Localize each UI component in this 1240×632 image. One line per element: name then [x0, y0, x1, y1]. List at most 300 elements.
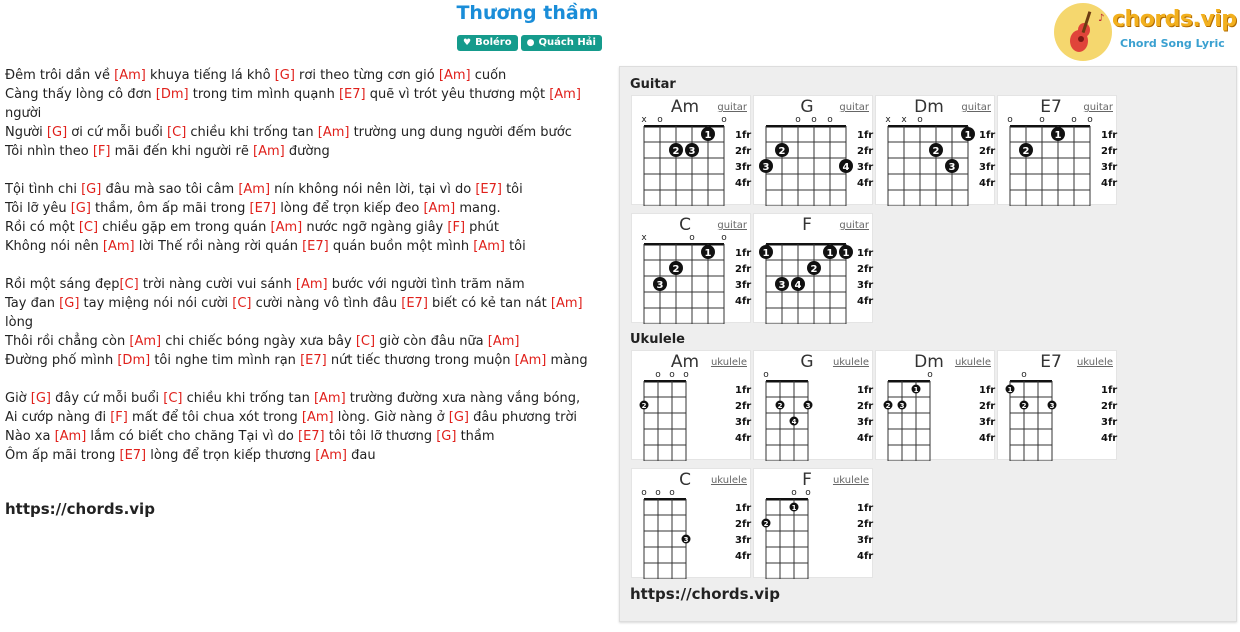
lyric-line	[5, 85, 615, 104]
lyric-text: Giờ	[5, 391, 31, 406]
lyric-text: đâu phương trời	[468, 410, 578, 425]
chord-tag[interactable]: [Am]	[438, 68, 471, 83]
ukulele-chord-card-E7[interactable]	[997, 350, 1117, 460]
chord-name: E7	[1040, 352, 1062, 372]
chord-tag[interactable]: [C]	[355, 334, 376, 349]
lyric-text: Rồi có một	[5, 220, 79, 235]
ukulele-chord-card-C[interactable]	[631, 468, 751, 578]
fret-label: 2fr	[735, 519, 752, 530]
user-icon: ●	[526, 38, 535, 48]
fret-label: 2fr	[1101, 146, 1118, 157]
finger-number: 1	[1054, 130, 1062, 141]
finger-number: 2	[778, 146, 786, 157]
finger-number: 3	[948, 162, 956, 173]
finger-number: 2	[777, 402, 783, 410]
lyric-text: trong tim mình quạnh	[188, 87, 339, 102]
finger-number: 2	[1022, 146, 1030, 157]
lyric-text: Rồi một sáng đẹp	[5, 277, 120, 292]
instrument-link[interactable]: guitar	[717, 220, 747, 231]
finger-number: 2	[763, 520, 769, 528]
finger-number: 2	[932, 146, 940, 157]
fret-label: 1fr	[857, 503, 874, 514]
guitar-chord-card-Dm[interactable]	[875, 95, 995, 205]
song-tags	[457, 35, 602, 51]
genre-label: Boléro	[475, 37, 512, 48]
instrument-link[interactable]: guitar	[839, 102, 869, 113]
chord-tag[interactable]: [C]	[78, 220, 99, 235]
fret-label: 2fr	[979, 146, 996, 157]
muted-string-marker: x	[885, 115, 891, 125]
chord-tag[interactable]: [G]	[30, 391, 51, 406]
lyric-text: Thôi rồi chẳng còn	[5, 334, 130, 349]
finger-number: 1	[704, 130, 712, 141]
fret-label: 1fr	[857, 248, 874, 259]
lyrics-source-url: https://chords.vip	[5, 500, 155, 518]
lyric-text: phút	[465, 220, 499, 235]
guitar-chord-card-Am[interactable]	[631, 95, 751, 205]
lyric-text: quẽ vì trót yêu thương một	[365, 87, 550, 102]
lyric-text: bước với người tình trăm năm	[327, 277, 525, 292]
guitar-logo-icon	[1054, 3, 1112, 61]
fret-label: 3fr	[857, 535, 874, 546]
chord-tag[interactable]: [G]	[448, 410, 469, 425]
finger-number: 2	[810, 264, 818, 275]
fret-label: 4fr	[1101, 178, 1118, 189]
chord-tag[interactable]: [Am]	[114, 68, 146, 83]
chord-tag[interactable]: [E7]	[300, 353, 327, 368]
finger-number: 3	[805, 402, 811, 410]
lyric-text: mất để tôi chua xót trong	[127, 410, 302, 425]
lyric-text: Đường phố mình	[5, 353, 118, 368]
fret-label: 2fr	[857, 401, 874, 412]
open-string-marker: o	[657, 115, 663, 125]
chord-name: G	[800, 352, 814, 372]
lyrics-body	[5, 66, 615, 465]
chord-tag[interactable]: [G]	[46, 125, 68, 140]
chord-tag[interactable]: [F]	[110, 410, 128, 425]
lyric-text: tôi	[504, 239, 526, 254]
open-string-marker: o	[1007, 115, 1013, 125]
open-string-marker: o	[795, 115, 801, 125]
fretboard-diagram	[876, 96, 996, 206]
chord-name: Dm	[914, 352, 944, 372]
heart-icon: ♥	[463, 38, 472, 48]
lyric-line	[5, 123, 615, 142]
finger-number: 1	[704, 248, 712, 259]
fret-label: 3fr	[1101, 162, 1118, 173]
fret-label: 2fr	[735, 401, 752, 412]
lyric-line	[5, 275, 615, 294]
open-string-marker: o	[811, 115, 817, 125]
lyric-blank-line	[5, 161, 615, 180]
finger-number: 3	[762, 162, 770, 173]
fret-label: 3fr	[979, 162, 996, 173]
finger-number: 1	[762, 248, 770, 259]
lyric-text: màng	[546, 353, 588, 368]
fret-label: 1fr	[979, 385, 996, 396]
instrument-link[interactable]: ukulele	[832, 475, 869, 486]
fret-label: 3fr	[857, 162, 874, 173]
fret-label: 3fr	[979, 417, 996, 428]
lyric-text: nước ngỡ ngàng giây	[302, 220, 448, 235]
lyric-line	[5, 427, 615, 446]
instrument-link[interactable]: guitar	[1083, 102, 1113, 113]
fret-label: 4fr	[979, 433, 996, 444]
instrument-link[interactable]: ukulele	[710, 475, 747, 486]
open-string-marker: o	[1021, 370, 1027, 380]
fretboard-diagram	[998, 96, 1118, 206]
fret-label: 1fr	[1101, 385, 1118, 396]
open-string-marker: o	[689, 233, 695, 243]
chord-tag[interactable]: [Am]	[315, 448, 347, 463]
genre-tag[interactable]	[457, 35, 518, 51]
finger-number: 1	[1007, 386, 1013, 394]
fretboard-diagram	[876, 351, 996, 461]
chord-name: F	[802, 470, 812, 490]
lyric-line	[5, 237, 615, 256]
fretboard-diagram	[632, 96, 752, 206]
lyric-text: đây cứ mỗi buổi	[51, 391, 164, 406]
chord-tag[interactable]: [Am]	[253, 144, 285, 159]
lyric-text: người	[5, 106, 42, 121]
open-string-marker: o	[683, 370, 689, 380]
lyric-text: nín không nói nên lời, tại vì do	[270, 182, 476, 197]
lyric-line	[5, 332, 615, 351]
lyric-text: giờ còn đâu nữa	[375, 334, 488, 349]
lyric-text: chiều gặp em trong quán	[98, 220, 271, 235]
finger-number: 3	[899, 402, 905, 410]
finger-number: 1	[964, 130, 972, 141]
chord-tag[interactable]: [E7]	[401, 296, 428, 311]
guitar-chord-card-C[interactable]	[631, 213, 751, 323]
finger-number: 3	[656, 280, 664, 291]
fretboard-diagram	[998, 351, 1118, 461]
muted-string-marker: x	[901, 115, 907, 125]
instrument-link[interactable]: guitar	[717, 102, 747, 113]
artist-tag[interactable]	[521, 35, 602, 51]
chord-diagram-panel	[619, 66, 1237, 622]
finger-number: 3	[688, 146, 696, 157]
fret-label: 4fr	[1101, 433, 1118, 444]
chord-name: Dm	[914, 97, 944, 117]
open-string-marker: o	[721, 233, 727, 243]
lyric-text: trường ung dung người đếm bước	[349, 125, 572, 140]
lyric-line	[5, 351, 615, 370]
lyric-text: quán buồn một mình	[328, 239, 474, 254]
chord-name: C	[679, 470, 691, 490]
open-string-marker: o	[805, 488, 811, 498]
chord-tag[interactable]: [G]	[436, 429, 457, 444]
lyric-line	[5, 313, 615, 332]
instrument-link[interactable]: ukulele	[832, 357, 869, 368]
lyric-text: lòng để trọn kiếp đeo	[276, 201, 424, 216]
fret-label: 1fr	[1101, 130, 1118, 141]
open-string-marker: o	[763, 370, 769, 380]
fret-label: 4fr	[735, 178, 752, 189]
chord-tag[interactable]: [Dm]	[117, 353, 151, 368]
lyric-line	[5, 142, 615, 161]
fret-label: 3fr	[857, 417, 874, 428]
lyric-text: tôi tôi lỡ thương	[324, 429, 437, 444]
chord-tag[interactable]: [Am]	[317, 125, 350, 140]
lyric-text: đau	[347, 448, 376, 463]
chord-tag[interactable]: [Am]	[487, 334, 520, 349]
fret-label: 3fr	[735, 162, 752, 173]
lyric-line	[5, 104, 615, 123]
chord-tag[interactable]: [C]	[119, 277, 139, 292]
logo-subtitle: Chord Song Lyric	[1120, 37, 1225, 50]
lyric-text: tay miệng nói nói cười	[79, 296, 233, 311]
lyric-text: thầm	[456, 429, 495, 444]
open-string-marker: o	[669, 370, 675, 380]
lyric-text: trời nàng cười vui sánh	[138, 277, 296, 292]
fretboard-diagram	[754, 469, 874, 579]
fret-label: 4fr	[857, 178, 874, 189]
fret-label: 1fr	[857, 385, 874, 396]
chord-tag[interactable]: [Am]	[473, 239, 505, 254]
lyric-text: cuốn	[470, 68, 507, 83]
chord-name: G	[800, 97, 814, 117]
lyric-text: ơi cứ mỗi buổi	[67, 125, 168, 140]
fret-label: 4fr	[735, 551, 752, 562]
open-string-marker: o	[721, 115, 727, 125]
chord-tag[interactable]: [E7]	[338, 87, 366, 102]
open-string-marker: o	[655, 488, 661, 498]
muted-string-marker: x	[641, 115, 647, 125]
lyric-line	[5, 294, 615, 313]
fret-label: 2fr	[979, 401, 996, 412]
lyric-text: Tay đan	[5, 296, 60, 311]
lyric-text: mang.	[455, 201, 501, 216]
fret-label: 4fr	[857, 296, 874, 307]
chord-tag[interactable]: [G]	[81, 182, 102, 197]
fretboard-diagram	[754, 214, 874, 324]
fret-label: 2fr	[735, 264, 752, 275]
chord-name: C	[679, 215, 691, 235]
fretboard-diagram	[754, 96, 874, 206]
lyric-text: Tôi lỡ yêu	[5, 201, 71, 216]
fret-label: 4fr	[857, 551, 874, 562]
artist-label: Quách Hải	[538, 37, 596, 48]
lyric-text: rơi theo từng cơn gió	[294, 68, 439, 83]
fret-label: 1fr	[735, 503, 752, 514]
chord-name: E7	[1040, 97, 1062, 117]
lyric-text: chi chiếc bóng ngày xưa bây	[161, 334, 356, 349]
lyric-blank-line	[5, 370, 615, 389]
lyric-text: Tội tình chi	[5, 182, 82, 197]
fret-label: 2fr	[857, 519, 874, 530]
chord-tag[interactable]: [Am]	[423, 201, 456, 216]
lyric-text: chiều khi trống tan	[182, 391, 314, 406]
lyric-text: tôi	[501, 182, 523, 197]
guitar-heading: Guitar	[630, 77, 676, 92]
lyric-text: lòng	[5, 315, 34, 330]
chord-tag[interactable]: [Am]	[295, 277, 328, 292]
site-logo[interactable]	[1054, 3, 1237, 63]
open-string-marker: o	[1071, 115, 1077, 125]
open-string-marker: o	[1039, 115, 1045, 125]
chord-tag[interactable]: [Am]	[549, 87, 581, 102]
finger-number: 1	[826, 248, 834, 259]
logo-text: chords.vip	[1112, 7, 1237, 32]
svg-text:♪: ♪	[1098, 13, 1105, 24]
lyric-text: Ai cướp nàng đi	[5, 410, 111, 425]
fret-label: 2fr	[857, 264, 874, 275]
lyric-text: khuya tiếng lá khô	[145, 68, 275, 83]
fretboard-diagram	[632, 469, 752, 579]
finger-number: 2	[641, 402, 647, 410]
chord-tag[interactable]: [C]	[232, 296, 252, 311]
guitar-chord-card-F[interactable]	[753, 213, 873, 323]
open-string-marker: o	[827, 115, 833, 125]
fret-label: 1fr	[735, 248, 752, 259]
chord-tag[interactable]: [Am]	[550, 296, 583, 311]
fret-label: 3fr	[857, 280, 874, 291]
finger-number: 3	[683, 536, 689, 544]
lyric-text: đường	[284, 144, 330, 159]
lyric-text: Ôm ấp mãi trong	[5, 448, 120, 463]
chord-tag[interactable]: [C]	[167, 125, 187, 140]
lyric-text: lắm có biết cho chăng Tại vì do	[86, 429, 298, 444]
lyric-text: trường đường xưa nàng vắng bóng,	[345, 391, 581, 406]
fret-label: 4fr	[857, 433, 874, 444]
finger-number: 2	[885, 402, 891, 410]
chord-tag[interactable]: [E7]	[298, 429, 325, 444]
chord-tag[interactable]: [G]	[59, 296, 80, 311]
lyric-text: thầm, ôm ấp mãi trong	[90, 201, 250, 216]
finger-number: 2	[1021, 402, 1027, 410]
chord-tag[interactable]: [C]	[163, 391, 183, 406]
chord-tag[interactable]: [Am]	[102, 239, 135, 254]
fret-label: 2fr	[857, 146, 874, 157]
fret-label: 4fr	[979, 178, 996, 189]
finger-number: 1	[791, 504, 797, 512]
lyric-text: mãi đến khi người rẽ	[110, 144, 253, 159]
ukulele-chord-card-G[interactable]	[753, 350, 873, 460]
lyric-text: biết có kẻ tan nát	[427, 296, 551, 311]
guitar-chord-card-G[interactable]	[753, 95, 873, 205]
finger-number: 4	[791, 418, 797, 426]
chord-tag[interactable]: [E7]	[249, 201, 277, 216]
open-string-marker: o	[917, 115, 923, 125]
finger-number: 3	[1049, 402, 1055, 410]
panel-source-url: https://chords.vip	[630, 585, 780, 603]
lyric-text: Không nói nên	[5, 239, 103, 254]
finger-number: 1	[842, 248, 850, 259]
guitar-chord-card-E7[interactable]	[997, 95, 1117, 205]
chord-tag[interactable]: [Am]	[54, 429, 87, 444]
lyric-text: Càng thấy lòng cô đơn	[5, 87, 156, 102]
fret-label: 4fr	[735, 433, 752, 444]
chord-name: F	[802, 215, 812, 235]
chord-tag[interactable]: [E7]	[475, 182, 502, 197]
chord-tag[interactable]: [Dm]	[155, 87, 189, 102]
lyric-line	[5, 199, 615, 218]
lyric-line	[5, 180, 615, 199]
song-title: Thương thầm	[456, 2, 599, 24]
finger-number: 3	[778, 280, 786, 291]
instrument-link[interactable]: ukulele	[1076, 357, 1113, 368]
lyric-text: chiều khi trống tan	[186, 125, 318, 140]
fret-label: 3fr	[1101, 417, 1118, 428]
fret-label: 1fr	[857, 130, 874, 141]
finger-number: 4	[794, 280, 802, 291]
lyric-text: Nào xa	[5, 429, 55, 444]
chord-tag[interactable]: [G]	[70, 201, 91, 216]
chord-name: Am	[670, 97, 700, 117]
muted-string-marker: x	[641, 233, 647, 243]
lyric-text: cười nàng vô tình đâu	[251, 296, 402, 311]
fretboard-diagram	[632, 214, 752, 324]
chord-tag[interactable]: [E7]	[119, 448, 147, 463]
finger-number: 2	[672, 264, 680, 275]
lyric-text: tôi nghe tim mình rạn	[150, 353, 301, 368]
fret-label: 3fr	[735, 417, 752, 428]
lyric-text: nứt tiếc thương trong muộn	[326, 353, 515, 368]
ukulele-chord-card-Am[interactable]	[631, 350, 751, 460]
open-string-marker: o	[927, 370, 933, 380]
instrument-link[interactable]: ukulele	[710, 357, 747, 368]
instrument-link[interactable]: guitar	[961, 102, 991, 113]
lyric-line	[5, 446, 615, 465]
chord-tag[interactable]: [Am]	[129, 334, 162, 349]
ukulele-chord-card-F[interactable]	[753, 468, 873, 578]
lyric-line	[5, 408, 615, 427]
chord-tag[interactable]: [Am]	[313, 391, 346, 406]
lyric-text: Người	[5, 125, 47, 140]
open-string-marker: o	[1087, 115, 1093, 125]
chord-name: Am	[670, 352, 700, 372]
open-string-marker: o	[655, 370, 661, 380]
fret-label: 3fr	[735, 535, 752, 546]
fret-label: 2fr	[735, 146, 752, 157]
fret-label: 1fr	[735, 385, 752, 396]
chord-tag[interactable]: [E7]	[302, 239, 329, 254]
lyric-text: Đêm trôi dần về	[5, 68, 115, 83]
chord-tag[interactable]: [Am]	[238, 182, 271, 197]
lyric-text: Tôi nhìn theo	[5, 144, 93, 159]
ukulele-chord-card-Dm[interactable]	[875, 350, 995, 460]
chord-tag[interactable]: [G]	[274, 68, 295, 83]
fret-label: 1fr	[979, 130, 996, 141]
lyric-blank-line	[5, 256, 615, 275]
fretboard-diagram	[754, 351, 874, 461]
ukulele-heading: Ukulele	[630, 332, 686, 347]
lyric-line	[5, 66, 615, 85]
instrument-link[interactable]: ukulele	[954, 357, 991, 368]
lyric-line	[5, 218, 615, 237]
fret-label: 3fr	[735, 280, 752, 291]
fret-label: 2fr	[1101, 401, 1118, 412]
lyric-text: lòng. Giờ nàng ở	[333, 410, 449, 425]
open-string-marker: o	[669, 488, 675, 498]
chord-tag[interactable]: [F]	[92, 144, 111, 159]
lyric-text: lòng để trọn kiếp thương	[146, 448, 316, 463]
lyric-text: đâu mà sao tôi câm	[101, 182, 239, 197]
chord-tag[interactable]: [Am]	[514, 353, 547, 368]
chord-tag[interactable]: [Am]	[270, 220, 303, 235]
lyric-text: lời Thế rồi nàng rời quán	[134, 239, 303, 254]
open-string-marker: o	[641, 488, 647, 498]
fretboard-diagram	[632, 351, 752, 461]
lyric-line	[5, 389, 615, 408]
chord-tag[interactable]: [F]	[447, 220, 466, 235]
open-string-marker: o	[791, 488, 797, 498]
finger-number: 4	[842, 162, 850, 173]
instrument-link[interactable]: guitar	[839, 220, 869, 231]
chord-tag[interactable]: [Am]	[301, 410, 334, 425]
fret-label: 1fr	[735, 130, 752, 141]
